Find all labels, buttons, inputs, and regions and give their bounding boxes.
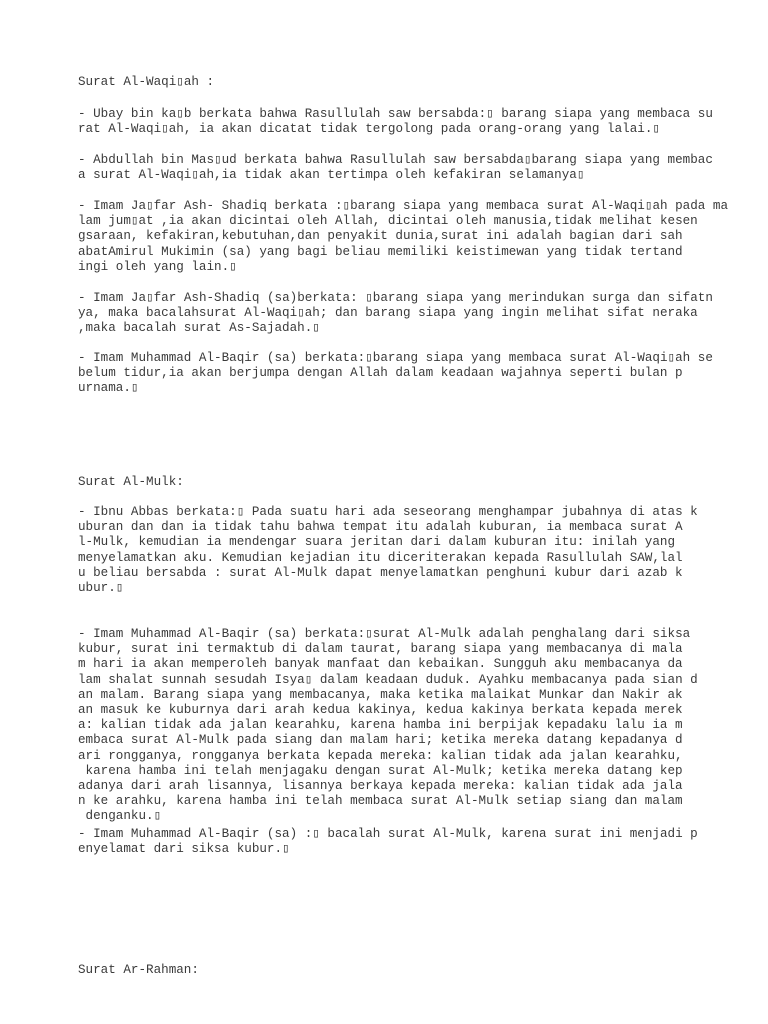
section-heading-ar-rahman: Surat Ar-Rahman: bbox=[78, 963, 199, 977]
paragraph-imam-baqir-waqiah: - Imam Muhammad Al-Baqir (sa) berkata:▯barang siapa yang membaca surat Al-Waqi▯ah se belum tidur,ia akan berjumpa dengan Allah dalam keadaan wajahnya seperti bulan p urnama.▯ bbox=[78, 351, 713, 396]
paragraph-imam-jafar-1: - Imam Ja▯far Ash- Shadiq berkata :▯barang siapa yang membaca surat Al-Waqi▯ah pada ma lam jum▯at ,ia akan dicintai oleh Allah, dicintai oleh manusia,tidak melihat kesen gsaraan, kefakiran,kebutuhan,dan penyakit dunia,surat ini adalah bagian dari sah abatAmirul Mukimin (sa) yang bagi beliau memiliki keistimewan yang tidak tertand ingi oleh yang lain.▯ bbox=[78, 199, 729, 274]
section-heading-al-waqiah: Surat Al-Waqi▯ah : bbox=[78, 75, 215, 89]
paragraph-imam-baqir-mulk-1: - Imam Muhammad Al-Baqir (sa) berkata:▯surat Al-Mulk adalah penghalang dari siksa kubur, surat ini termaktub di dalam taurat, barang siapa yang membacanya di mala m hari ia akan memperoleh banyak manfaat dan kebaikan. Sungguh aku membacanya da lam shalat sunnah sesudah Isya▯ dalam keadaan duduk. Ayahku membacanya pada sian d an malam. Barang siapa yang membacanya, maka ketika malaikat Munkar dan Nakir ak an masuk ke kuburnya dari arah kedua kakinya, kedua kakinya berkata kepada merek a: kalian tidak ada jalan kearahku, karena hamba ini berpijak kepadaku lalu ia m embaca surat Al-Mulk pada siang dan malam hari; ketika mereka datang kepadanya d ari rongganya, rongganya berkata kepada mereka: kalian tidak ada jalan kearahku, karena hamba ini telah menjagaku dengan surat Al-Mulk; ketika mereka datang kep adanya dari arah lisannya, lisannya berkaya kepada mereka: kalian tidak ada jala n ke arahku, karena hamba ini telah membaca surat Al-Mulk setiap siang dan malam denganku.▯ bbox=[78, 627, 698, 824]
paragraph-imam-jafar-2: - Imam Ja▯far Ash-Shadiq (sa)berkata: ▯barang siapa yang merindukan surga dan sifatn ya, maka bacalahsurat Al-Waqi▯ah; dan barang siapa yang ingin melihat sifat neraka ,maka bacalah surat As-Sajadah.▯ bbox=[78, 291, 713, 336]
paragraph-imam-baqir-mulk-2: - Imam Muhammad Al-Baqir (sa) :▯ bacalah surat Al-Mulk, karena surat ini menjadi p enyelamat dari siksa kubur.▯ bbox=[78, 827, 698, 857]
paragraph-ubay-bin-kab: - Ubay bin ka▯b berkata bahwa Rasullulah saw bersabda:▯ barang siapa yang membaca su rat Al-Waqi▯ah, ia akan dicatat tidak tergolong pada orang-orang yang lalai.▯ bbox=[78, 107, 713, 137]
section-heading-al-mulk: Surat Al-Mulk: bbox=[78, 475, 184, 489]
paragraph-ibnu-abbas: - Ibnu Abbas berkata:▯ Pada suatu hari ada seseorang menghampar jubahnya di atas k uburan dan dan ia tidak tahu bahwa tempat itu adalah kuburan, ia membaca surat A l-Mulk, kemudian ia mendengar suara jeritan dari dalam kuburan itu: inilah yang menyelamatkan aku. Kemudian kejadian itu diceriterakan kepada Rasullulah SAW,lal u beliau bersabda : surat Al-Mulk dapat menyelamatkan penghuni kubur dari azab k ubur.▯ bbox=[78, 505, 698, 596]
paragraph-abdullah-bin-masud: - Abdullah bin Mas▯ud berkata bahwa Rasullulah saw bersabda▯barang siapa yang membac a surat Al-Waqi▯ah,ia tidak akan tertimpa oleh kefakiran selamanya▯ bbox=[78, 153, 713, 183]
